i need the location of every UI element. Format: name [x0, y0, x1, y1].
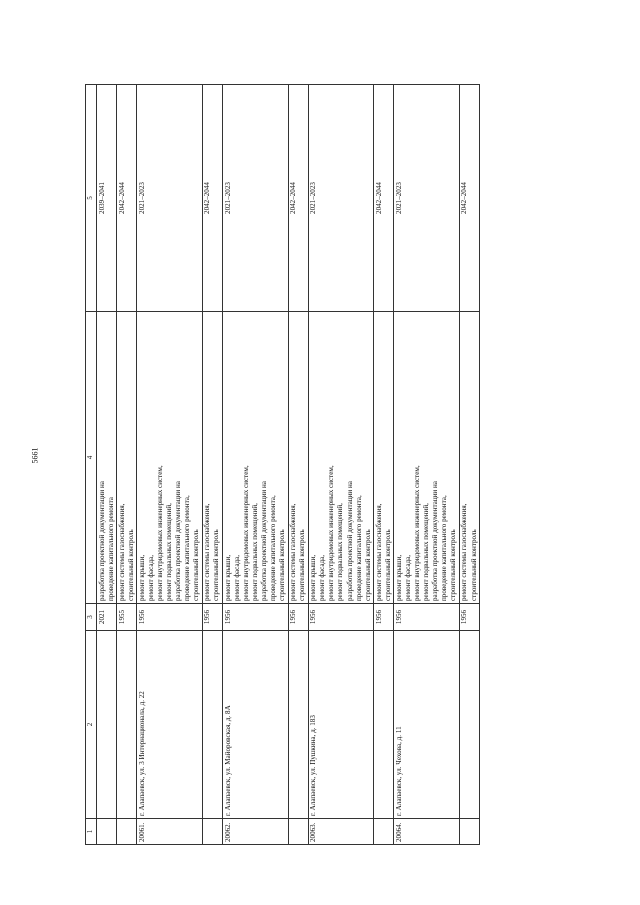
period-cell: 2042–2044: [374, 85, 394, 312]
row-number-cell: 20061.: [137, 819, 203, 845]
address-cell: [374, 631, 394, 819]
table-row: [394, 85, 460, 845]
table-row: [374, 85, 394, 845]
address-cell: [288, 631, 308, 819]
row-number-cell: 20063.: [308, 819, 374, 845]
work-line: разработка проектной документации на: [259, 481, 268, 601]
header-cell-5: 5: [86, 85, 97, 312]
works-cell: [394, 312, 460, 604]
works-cell: [459, 312, 479, 604]
row-number-cell: 20062.: [223, 819, 289, 845]
row-number-cell: [459, 819, 479, 845]
work-line: ремонт внутридомовых инженерных систем,: [327, 465, 336, 601]
work-line: строительный контроль: [126, 529, 135, 601]
page-number: 5661: [30, 447, 40, 464]
header-cell-2: 2: [86, 631, 97, 819]
work-line: строительный контроль: [192, 529, 201, 601]
works-cell: [117, 312, 137, 604]
work-line: ремонт внутридомовых инженерных систем,: [413, 465, 422, 601]
work-line: разработка проектной документации на: [174, 481, 183, 601]
work-line: проведение капитального ремонта,: [268, 495, 277, 601]
address-cell: [97, 631, 117, 819]
row-number-cell: [117, 819, 137, 845]
period-cell: 2021–2023: [137, 85, 203, 312]
work-line: строительный контроль: [449, 529, 458, 601]
table-row: [288, 85, 308, 845]
work-line: ремонт внутридомовых инженерных систем,: [241, 465, 250, 601]
year-cell: 1956: [202, 604, 222, 631]
address-cell: [202, 631, 222, 819]
work-line: ремонт крыши,: [223, 554, 232, 601]
period-cell: 2042–2044: [288, 85, 308, 312]
address-cell: г. Алапаевск, ул. Майоровская, д. 8А: [223, 631, 289, 819]
work-line: разработка проектной документации на: [431, 481, 440, 601]
address-cell: г. Алапаевск, ул. 3 Интернационала, д. 22: [137, 631, 203, 819]
work-line: строительный контроль: [277, 529, 286, 601]
table-body: [97, 85, 480, 845]
work-line: ремонт подвальных помещений,: [422, 503, 431, 601]
row-number-cell: 20064.: [394, 819, 460, 845]
year-cell: 1956: [394, 604, 460, 631]
works-cell: [137, 312, 203, 604]
row-number-cell: [374, 819, 394, 845]
address-cell: [459, 631, 479, 819]
year-cell: 1955: [117, 604, 137, 631]
row-number-cell: [202, 819, 222, 845]
work-line: разработка проектной документации на: [97, 481, 106, 601]
work-line: разработка проектной документации на: [345, 481, 354, 601]
work-line: ремонт системы газоснабжения,: [203, 503, 212, 601]
year-cell: 2021: [97, 604, 117, 631]
period-cell: 2021–2023: [308, 85, 374, 312]
work-line: ремонт фасада,: [146, 554, 155, 601]
work-line: ремонт фасада,: [404, 554, 412, 601]
header-row: [86, 85, 97, 845]
address-cell: г. Алапаевск, ул. Чехова, д. 11: [394, 631, 460, 819]
works-cell: [202, 312, 222, 604]
year-cell: 1956: [137, 604, 203, 631]
work-line: строительный контроль: [469, 529, 478, 601]
table-row: [97, 85, 117, 845]
year-cell: 1956: [288, 604, 308, 631]
period-cell: 2021–2023: [394, 85, 460, 312]
table-row: [223, 85, 289, 845]
table-row: [202, 85, 222, 845]
row-number-cell: [288, 819, 308, 845]
period-cell: 2021–2023: [223, 85, 289, 312]
year-cell: 1956: [308, 604, 374, 631]
period-cell: 2042–2044: [117, 85, 137, 312]
address-cell: г. Алапаевск, ул. Пушкина, д. 183: [308, 631, 374, 819]
work-line: ремонт системы газоснабжения,: [117, 503, 126, 601]
works-cell: [97, 312, 117, 604]
work-line: ремонт крыши,: [394, 554, 403, 601]
work-line: ремонт системы газоснабжения,: [374, 503, 383, 601]
period-cell: 2042–2044: [459, 85, 479, 312]
work-line: проведение капитального ремонта,: [354, 495, 363, 601]
repair-schedule-table: [85, 84, 480, 845]
works-cell: [223, 312, 289, 604]
address-cell: [117, 631, 137, 819]
work-line: проведение капитального ремонта: [106, 497, 115, 601]
work-line: строительный контроль: [383, 529, 392, 601]
header-cell-4: 4: [86, 312, 97, 604]
work-line: ремонт фасада,: [318, 554, 327, 601]
work-line: ремонт внутридомовых инженерных систем,: [155, 465, 164, 601]
work-line: ремонт фасада,: [232, 554, 241, 601]
work-line: ремонт системы газоснабжения,: [289, 503, 298, 601]
work-line: строительный контроль: [298, 529, 307, 601]
work-line: строительный контроль: [212, 529, 221, 601]
table-row: [117, 85, 137, 845]
table-row: [459, 85, 479, 845]
table-row: [137, 85, 203, 845]
work-line: проведение капитального ремонта,: [440, 495, 449, 601]
year-cell: 1956: [374, 604, 394, 631]
period-cell: 2042–2044: [202, 85, 222, 312]
work-line: ремонт подвальных помещений,: [336, 503, 345, 601]
works-cell: [288, 312, 308, 604]
work-line: ремонт крыши,: [309, 554, 318, 601]
table-row: [308, 85, 374, 845]
works-cell: [374, 312, 394, 604]
work-line: ремонт крыши,: [137, 554, 146, 601]
year-cell: 1956: [459, 604, 479, 631]
work-line: строительный контроль: [363, 529, 372, 601]
period-cell: 2039–2041: [97, 85, 117, 312]
year-cell: 1956: [223, 604, 289, 631]
works-cell: [308, 312, 374, 604]
row-number-cell: [97, 819, 117, 845]
work-line: ремонт подвальных помещений,: [250, 503, 259, 601]
rotated-table-container: [85, 85, 605, 845]
work-line: ремонт системы газоснабжения,: [460, 503, 469, 601]
header-cell-1: 1: [86, 819, 97, 845]
work-line: ремонт подвальных помещений,: [165, 503, 174, 601]
work-line: проведение капитального ремонта,: [183, 495, 192, 601]
header-cell-3: 3: [86, 604, 97, 631]
